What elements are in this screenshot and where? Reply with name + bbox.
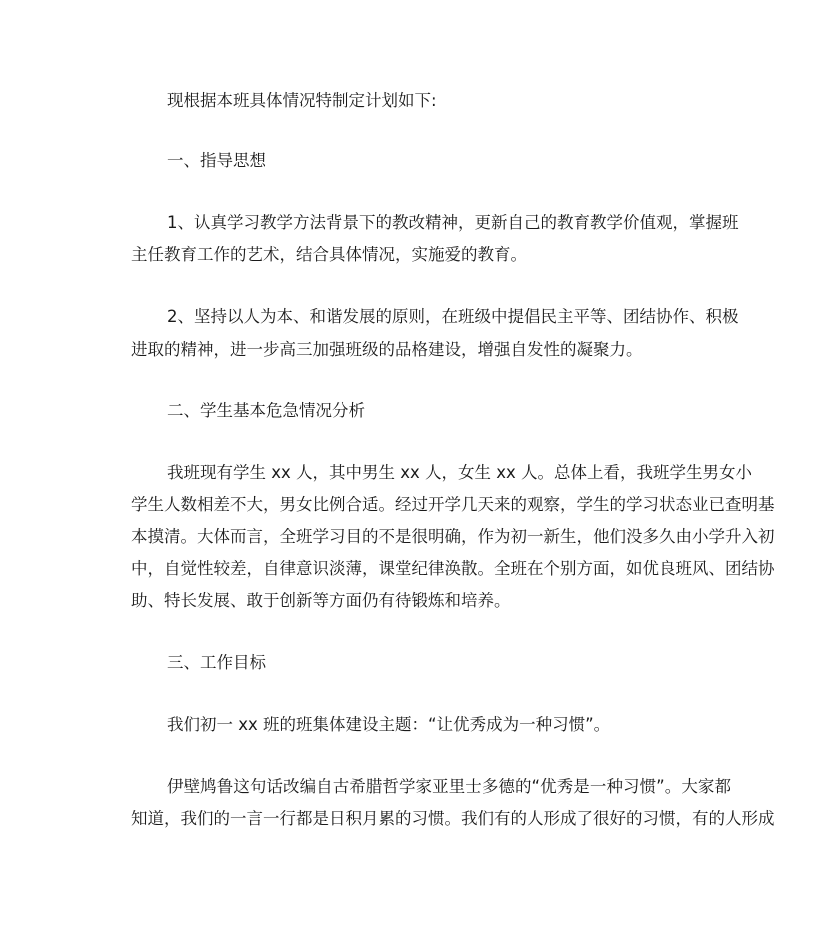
paragraph-line: 伊壁鸠鲁这句话改编自古希腊哲学家亚里士多德的“优秀是一种习惯”。大家都 <box>167 777 731 796</box>
paragraph-line: 现根据本班具体情况特制定计划如下: <box>167 91 437 110</box>
paragraph-line: 助、特长发展、敢于创新等方面仍有待锻炼和培养。 <box>131 591 511 610</box>
paragraph-line: 我班现有学生 xx 人，其中男生 xx 人，女生 xx 人。总体上看，我班学生男女小 <box>167 463 753 482</box>
paragraph-line: 主任教育工作的艺术，结合具体情况，实施爱的教育。 <box>131 245 527 264</box>
section-heading: 二、学生基本危急情况分析 <box>167 401 365 420</box>
paragraph-line: 中，自觉性较差，自律意识淡薄，课堂纪律涣散。全班在个别方面，如优良班风、团结协 <box>131 559 775 578</box>
paragraph-line: 进取的精神，进一步高三加强班级的品格建设，增强自发性的凝聚力。 <box>131 340 643 359</box>
paragraph-line: 2、坚持以人为本、和谐发展的原则，在班级中提倡民主平等、团结协作、积极 <box>167 307 739 326</box>
paragraph-line: 学生人数相差不大，男女比例合适。经过开学几天来的观察，学生的学习状态业已查明基 <box>131 495 775 514</box>
paragraph-line: 知道，我们的一言一行都是日积月累的习惯。我们有的人形成了很好的习惯，有的人形成 <box>131 809 775 828</box>
paragraph-line: 本摸清。大体而言，全班学习目的不是很明确，作为初一新生，他们没多久由小学升入初 <box>131 527 775 546</box>
section-heading: 三、工作目标 <box>167 653 266 672</box>
paragraph-line: 我们初一 xx 班的班集体建设主题：“让优秀成为一种习惯”。 <box>167 715 611 734</box>
paragraph-line: 1、认真学习教学方法背景下的教改精神，更新自己的教育教学价值观，掌握班 <box>167 213 739 232</box>
section-heading: 一、指导思想 <box>167 151 266 170</box>
